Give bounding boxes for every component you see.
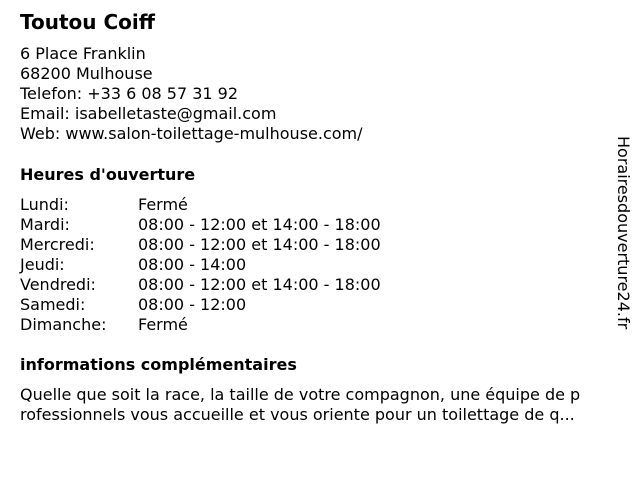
hours-row-monday <box>20 195 440 215</box>
day-label: Mercredi: <box>20 235 95 254</box>
day-hours: 08:00 - 12:00 <box>138 295 247 314</box>
day-hours: 08:00 - 14:00 <box>138 255 247 274</box>
contact-block <box>20 44 363 144</box>
hours-row-saturday <box>20 295 440 315</box>
day-label: Vendredi: <box>20 275 96 294</box>
opening-hours-heading: Heures d'ouverture <box>20 165 196 184</box>
description-line-2: rofessionnels vous accueille et vous oriente pour un toilettage de q... <box>20 405 575 424</box>
website-address: Web: www.salon-toilettage-mulhouse.com/ <box>20 124 363 143</box>
day-hours: Fermé <box>138 315 188 334</box>
hours-row-wednesday <box>20 235 440 255</box>
hours-row-tuesday <box>20 215 440 235</box>
address-line-1: 6 Place Franklin <box>20 44 146 63</box>
description-line-1: Quelle que soit la race, la taille de votre compagnon, une équipe de p <box>20 385 581 404</box>
day-label: Mardi: <box>20 215 70 234</box>
day-hours: Fermé <box>138 195 188 214</box>
day-label: Lundi: <box>20 195 69 214</box>
day-hours: 08:00 - 12:00 et 14:00 - 18:00 <box>138 275 381 294</box>
day-label: Dimanche: <box>20 315 107 334</box>
business-name: Toutou Coiff <box>20 10 155 34</box>
phone-number: Telefon: +33 6 08 57 31 92 <box>20 84 239 103</box>
day-hours: 08:00 - 12:00 et 14:00 - 18:00 <box>138 235 381 254</box>
day-label: Samedi: <box>20 295 86 314</box>
hours-row-sunday <box>20 315 440 335</box>
email-address: Email: isabelletaste@gmail.com <box>20 104 277 123</box>
additional-info-text <box>20 385 620 425</box>
address-line-2: 68200 Mulhouse <box>20 64 153 83</box>
hours-row-friday <box>20 275 440 295</box>
day-label: Jeudi: <box>20 255 65 274</box>
site-watermark: Horairesdouverture24.fr <box>614 136 633 330</box>
additional-info-heading: informations complémentaires <box>20 355 297 374</box>
opening-hours-table <box>20 195 440 335</box>
day-hours: 08:00 - 12:00 et 14:00 - 18:00 <box>138 215 381 234</box>
hours-row-thursday <box>20 255 440 275</box>
